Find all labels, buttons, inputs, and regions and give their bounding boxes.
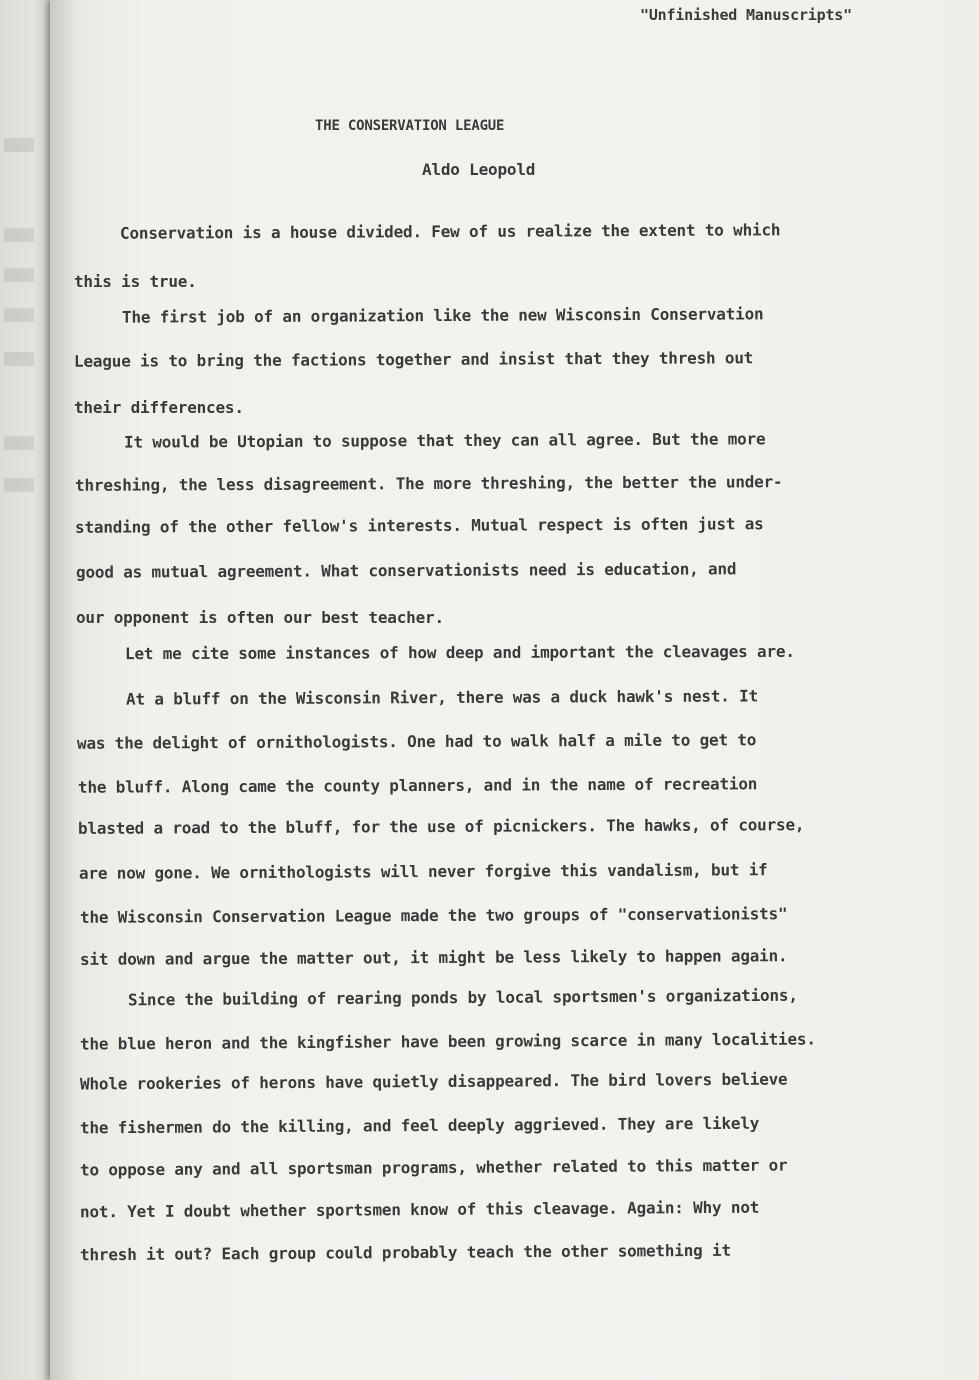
typewritten-page — [50, 0, 979, 1380]
body-line: Whole rookeries of herons have quietly disappeared. The bird lovers believe — [79, 1069, 788, 1094]
body-line: Let me cite some instances of how deep and important the cleavages are. — [124, 641, 795, 664]
body-line: good as mutual agreement. What conservationists need is education, and — [75, 559, 737, 582]
body-line: Since the building of rearing ponds by local sportsmen's organizations, — [127, 985, 798, 1010]
body-line: Conservation is a house divided. Few of us realize the extent to which — [119, 220, 781, 243]
bleed-through-mark — [4, 308, 34, 322]
bleed-through-mark — [4, 478, 34, 492]
document-author: Aldo Leopold — [422, 160, 536, 179]
body-line: sit down and argue the matter out, it might be less likely to happen again. — [79, 946, 788, 969]
body-line: blasted a road to the bluff, for the use of picnickers. The hawks, of course, — [77, 815, 805, 838]
body-line: the blue heron and the kingfisher have been growing scarce in many localities. — [79, 1029, 816, 1054]
body-line: was the delight of ornithologists. One had to walk half a mile to get to — [76, 730, 757, 753]
body-line: the fishermen do the killing, and feel deeply aggrieved. They are likely — [79, 1113, 760, 1138]
body-line: standing of the other fellow's interests. Mutual respect is often just as — [74, 514, 764, 537]
body-line: their differences. — [74, 398, 244, 417]
body-line: to oppose any and all sportsman programs, whether related to this matter or — [79, 1155, 788, 1180]
document-title: THE CONSERVATION LEAGUE — [315, 118, 505, 134]
bleed-through-mark — [4, 228, 34, 242]
body-line: are now gone. We ornithologists will never forgive this vandalism, but if — [78, 860, 768, 883]
bleed-through-mark — [4, 268, 34, 282]
body-line: our opponent is often our best teacher. — [76, 608, 444, 627]
body-line: thresh it out? Each group could probably teach the other something it — [79, 1240, 731, 1265]
body-line: not. Yet I doubt whether sportsmen know of this cleavage. Again: Why not — [79, 1197, 760, 1222]
bleed-through-mark — [4, 352, 34, 366]
body-line: League is to bring the factions together and insist that they thresh out — [73, 348, 754, 371]
header-note: "Unfinished Manuscripts" — [640, 6, 852, 24]
body-line: this is true. — [74, 272, 197, 291]
body-line: threshing, the less disagreement. The more threshing, the better the under- — [74, 472, 783, 495]
body-line: the bluff. Along came the county planners, and in the name of recreation — [77, 774, 758, 797]
bleed-through-mark — [4, 436, 34, 450]
bleed-through-mark — [4, 138, 34, 152]
body-line: the Wisconsin Conservation League made the two groups of "conservationists" — [79, 904, 788, 927]
body-line: It would be Utopian to suppose that they can all agree. But the more — [123, 429, 766, 452]
body-line: The first job of an organization like the new Wisconsin Conservation — [121, 304, 764, 327]
body-line: At a bluff on the Wisconsin River, there was a duck hawk's nest. It — [125, 686, 759, 709]
